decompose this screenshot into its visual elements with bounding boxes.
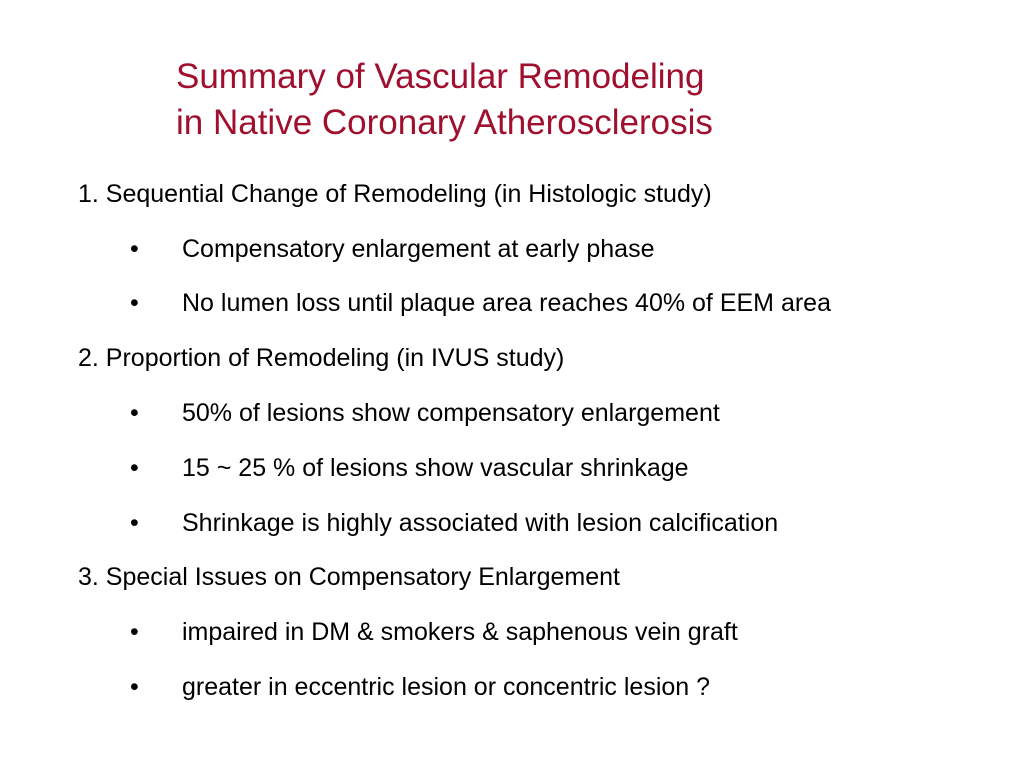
bullet-icon: • xyxy=(130,399,139,428)
slide-title xyxy=(176,54,936,146)
section-heading-text: 3. Special Issues on Compensatory Enlargement xyxy=(78,563,620,592)
bullet-text: impaired in DM & smokers & saphenous vein graft xyxy=(182,618,738,647)
bullet-text: greater in eccentric lesion or concentric lesion ? xyxy=(182,673,711,702)
section-heading-3 xyxy=(78,551,998,606)
bullet-icon: • xyxy=(130,508,139,537)
title-line-1: Summary of Vascular Remodeling xyxy=(176,57,705,96)
section-heading-1 xyxy=(78,167,998,222)
slide-content xyxy=(78,167,998,715)
section-heading-text: 2. Proportion of Remodeling (in IVUS study) xyxy=(78,344,565,373)
section-heading-text: 1. Sequential Change of Remodeling (in Histologic study) xyxy=(78,179,712,208)
bullet-icon: • xyxy=(130,453,139,482)
section-heading-2 xyxy=(78,331,998,386)
bullet-text: No lumen loss until plaque area reaches 40% of EEM area xyxy=(182,289,831,318)
bullet-item xyxy=(78,496,998,551)
title-line-2: in Native Coronary Atherosclerosis xyxy=(176,103,713,142)
bullet-item xyxy=(78,605,998,660)
bullet-item xyxy=(78,277,998,332)
bullet-item xyxy=(78,441,998,496)
bullet-icon: • xyxy=(130,234,139,263)
bullet-text: Shrinkage is highly associated with lesion calcification xyxy=(182,508,779,537)
bullet-item xyxy=(78,222,998,277)
bullet-icon: • xyxy=(130,673,139,702)
bullet-text: 15 ~ 25 % of lesions show vascular shrinkage xyxy=(182,453,689,482)
bullet-text: 50% of lesions show compensatory enlargement xyxy=(182,399,720,428)
bullet-icon: • xyxy=(130,618,139,647)
bullet-item xyxy=(78,660,998,715)
bullet-icon: • xyxy=(130,289,139,318)
bullet-item xyxy=(78,386,998,441)
bullet-text: Compensatory enlargement at early phase xyxy=(182,234,655,263)
